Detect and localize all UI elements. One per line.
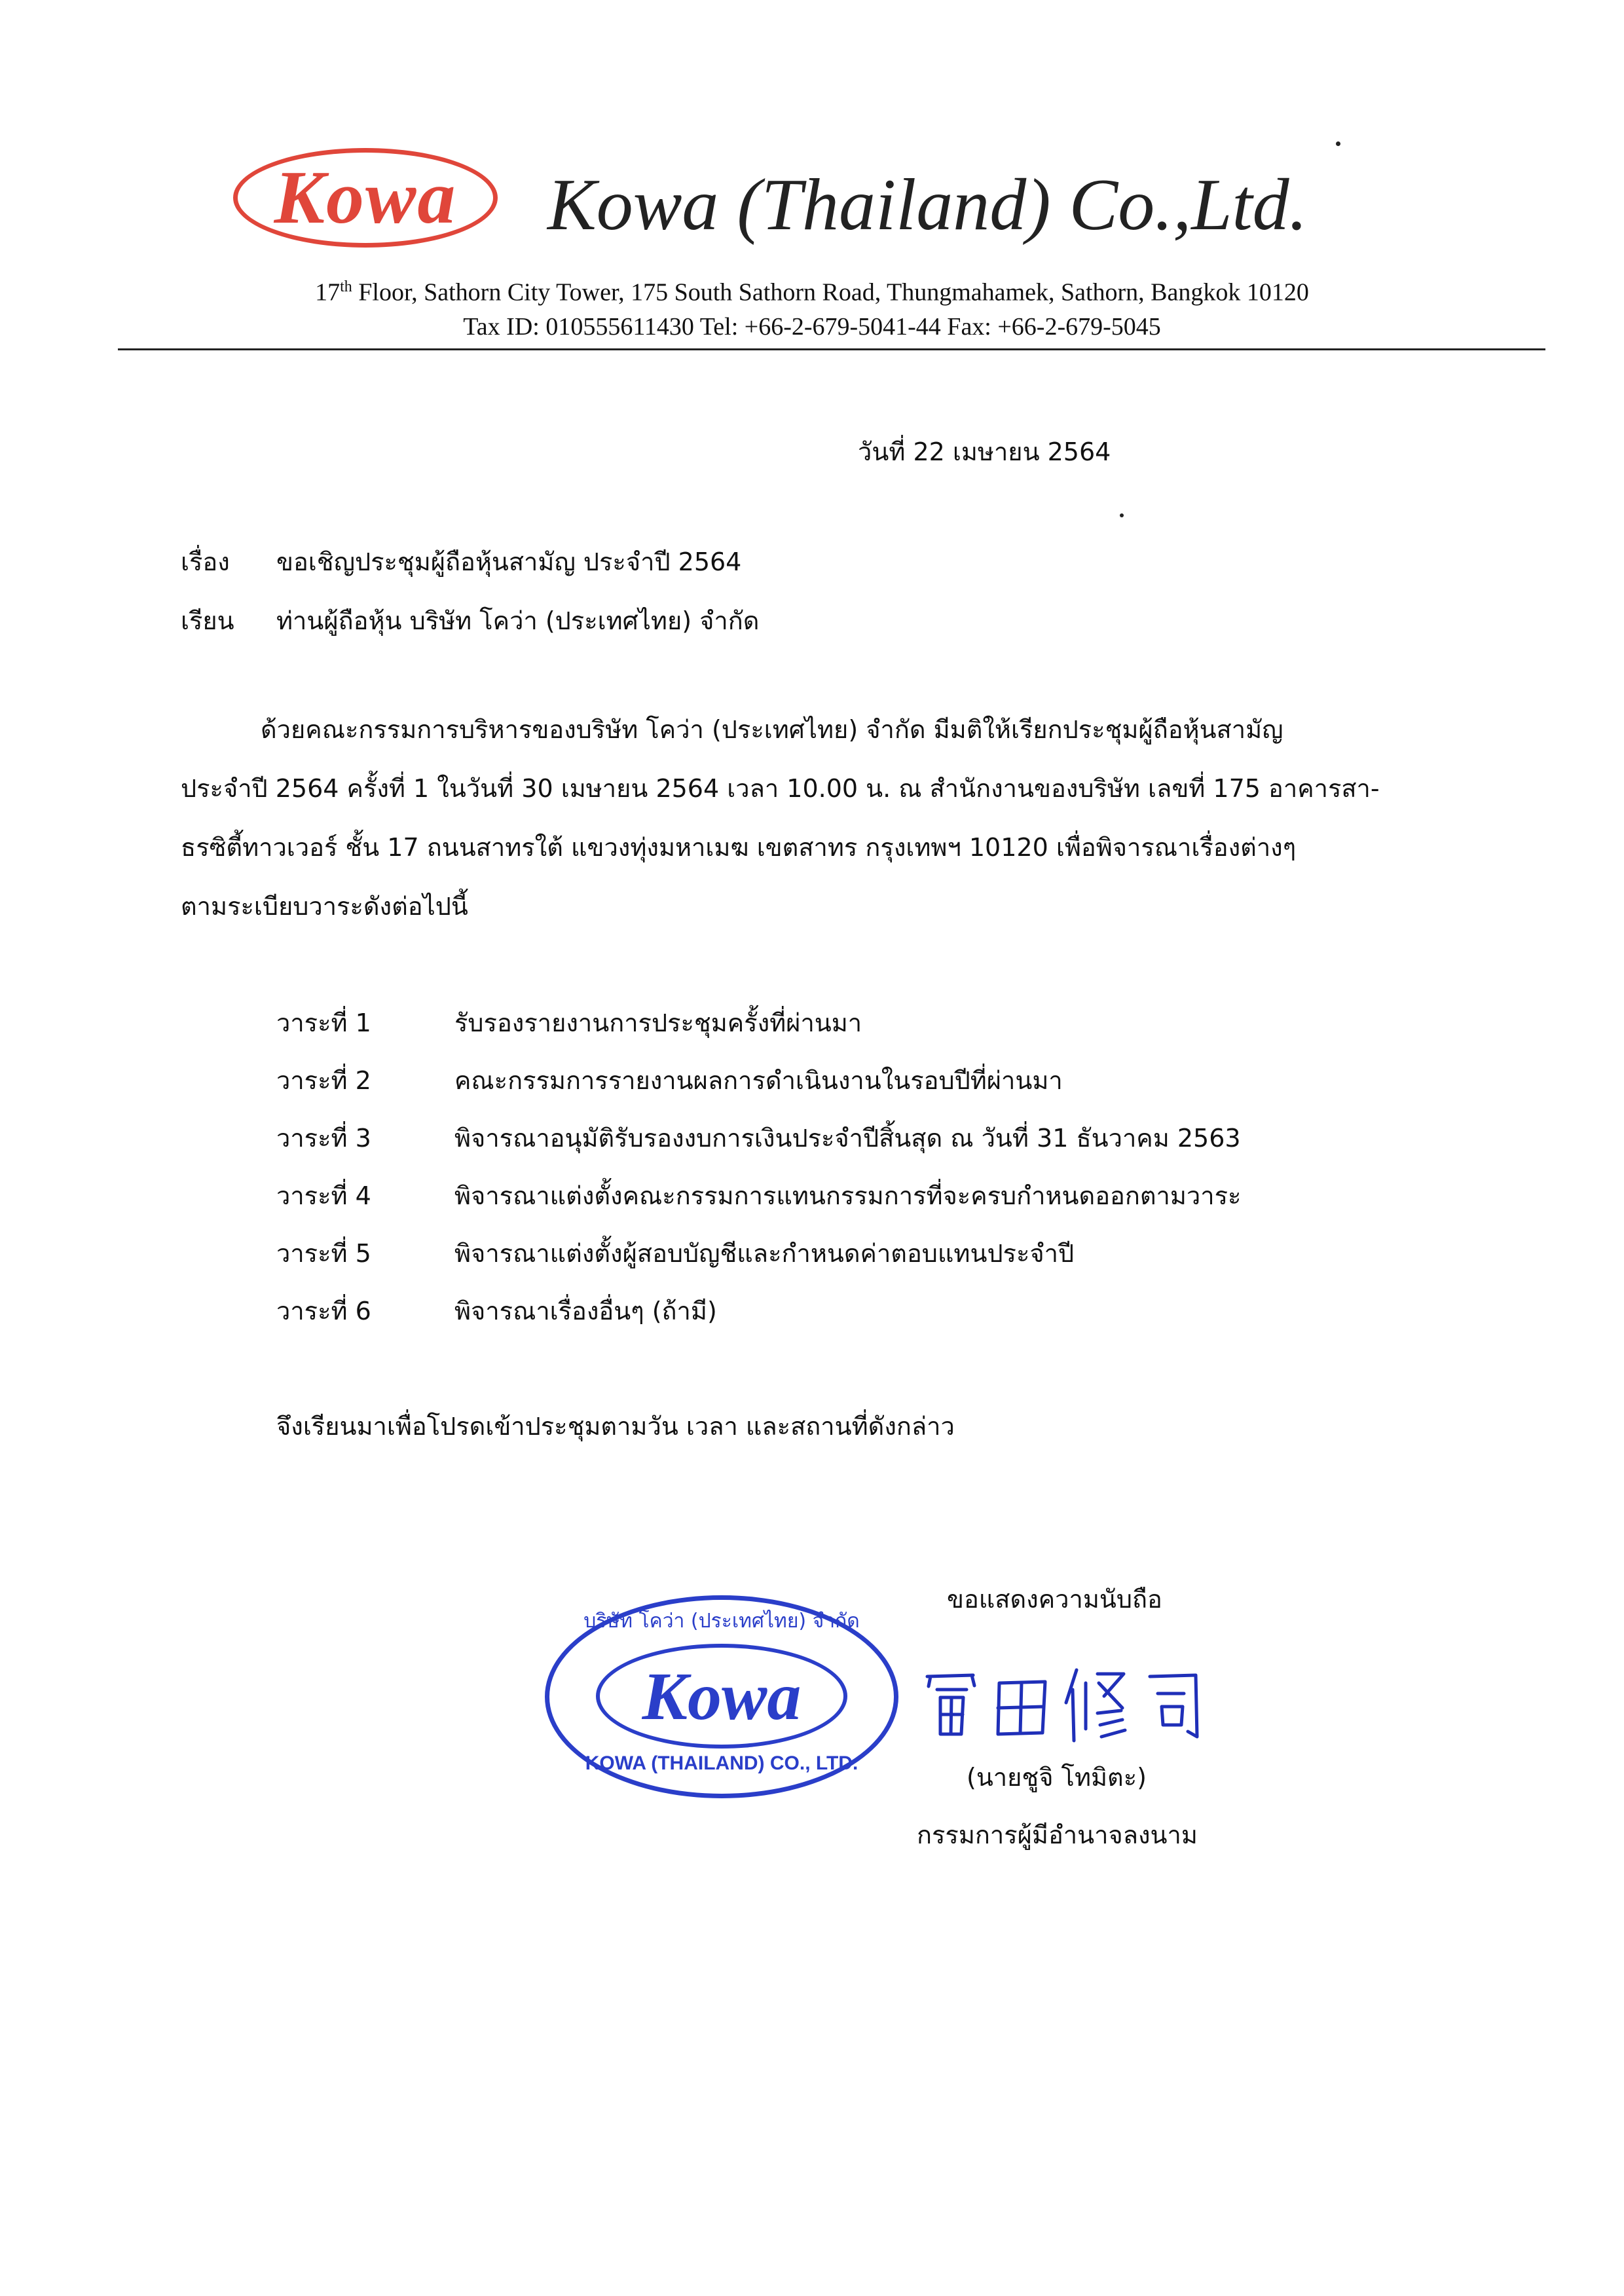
address-rest: Floor, Sathorn City Tower, 175 South Sathorn Road, Thungmahamek, Sathorn, Bangkok 10120 — [352, 278, 1309, 306]
agenda-item — [276, 1066, 1390, 1119]
body-line: ตามระเบียบวาระดังต่อไปนี้ — [181, 892, 468, 921]
agenda-label: วาระที่ 1 — [276, 1009, 371, 1037]
letter-date: วันที่ 22 เมษายน 2564 — [858, 437, 1111, 466]
agenda-item — [276, 1297, 1390, 1349]
address-floor-number: 17 — [315, 278, 341, 306]
agenda-text: พิจารณาอนุมัติรับรองงบการเงินประจำปีสิ้นสุด ณ วันที่ 31 ธันวาคม 2563 — [454, 1124, 1241, 1153]
agenda-label: วาระที่ 3 — [276, 1124, 371, 1153]
body-line: ธรซิตี้ทาวเวอร์ ชั้น 17 ถนนสาทรใต้ แขวงทุ่งมหาเมฆ เขตสาทร กรุงเทพฯ 10120 เพื่อพิจารณาเรื่องต่างๆ — [181, 833, 1297, 862]
scan-speck — [1336, 141, 1340, 146]
agenda-item — [276, 1009, 1390, 1061]
closing-sentence: จึงเรียนมาเพื่อโปรดเข้าประชุมตามวัน เวลา และสถานที่ดังกล่าว — [276, 1412, 955, 1441]
letterhead-divider — [118, 348, 1545, 350]
body-paragraph — [181, 715, 1458, 951]
stamp-english-name: KOWA (THAILAND) CO., LTD. — [585, 1752, 858, 1774]
agenda-item — [276, 1124, 1390, 1176]
address-floor-suffix: th — [340, 278, 352, 295]
scan-speck — [1120, 513, 1124, 517]
recipient-label: เรียน — [181, 606, 234, 635]
agenda-text: พิจารณาเรื่องอื่นๆ (ถ้ามี) — [454, 1297, 717, 1325]
subject-label: เรื่อง — [181, 547, 230, 576]
signer-name: (นายชูจิ โทมิตะ) — [967, 1763, 1147, 1792]
contact-line: Tax ID: 010555611430 Tel: +66-2-679-5041-44 Fax: +66-2-679-5045 — [463, 312, 1161, 341]
agenda-label: วาระที่ 6 — [276, 1297, 371, 1325]
agenda-text: รับรองรายงานการประชุมครั้งที่ผ่านมา — [454, 1009, 862, 1037]
company-address — [118, 270, 1506, 344]
company-name: Kowa (Thailand) Co.,Ltd. — [547, 164, 1308, 246]
handwritten-signature — [914, 1657, 1209, 1749]
agenda-text: คณะกรรมการรายงานผลการดำเนินงานในรอบปีที่ผ่านมา — [454, 1066, 1063, 1095]
regards-text: ขอแสดงความนับถือ — [947, 1585, 1162, 1614]
agenda-label: วาระที่ 2 — [276, 1066, 371, 1095]
agenda-item — [276, 1239, 1390, 1291]
agenda-text: พิจารณาแต่งตั้งผู้สอบบัญชีและกำหนดค่าตอบแทนประจำปี — [454, 1239, 1075, 1268]
agenda-label: วาระที่ 4 — [276, 1181, 371, 1210]
body-line: ด้วยคณะกรรมการบริหารของบริษัท โคว่า (ประเทศไทย) จำกัด มีมติให้เรียกประชุมผู้ถือหุ้นสามัญ — [261, 715, 1283, 744]
recipient-text: ท่านผู้ถือหุ้น บริษัท โคว่า (ประเทศไทย) จำกัด — [276, 606, 760, 635]
subject-text: ขอเชิญประชุมผู้ถือหุ้นสามัญ ประจำปี 2564 — [276, 547, 742, 576]
stamp-logo: Kowa — [642, 1659, 802, 1734]
agenda-label: วาระที่ 5 — [276, 1239, 371, 1268]
agenda-item — [276, 1181, 1390, 1234]
agenda-text: พิจารณาแต่งตั้งคณะกรรมการแทนกรรมการที่จะครบกำหนดออกตามวาระ — [454, 1181, 1242, 1210]
stamp-thai-name: บริษัท โคว่า (ประเทศไทย) จำกัด — [583, 1610, 860, 1633]
signer-title: กรรมการผู้มีอำนาจลงนาม — [917, 1821, 1198, 1849]
company-logo: Kowa — [274, 156, 457, 240]
body-line: ประจำปี 2564 ครั้งที่ 1 ในวันที่ 30 เมษายน 2564 เวลา 10.00 น. ณ สำนักงานของบริษัท เลขที่ 175 อาคารสา- — [181, 774, 1380, 803]
